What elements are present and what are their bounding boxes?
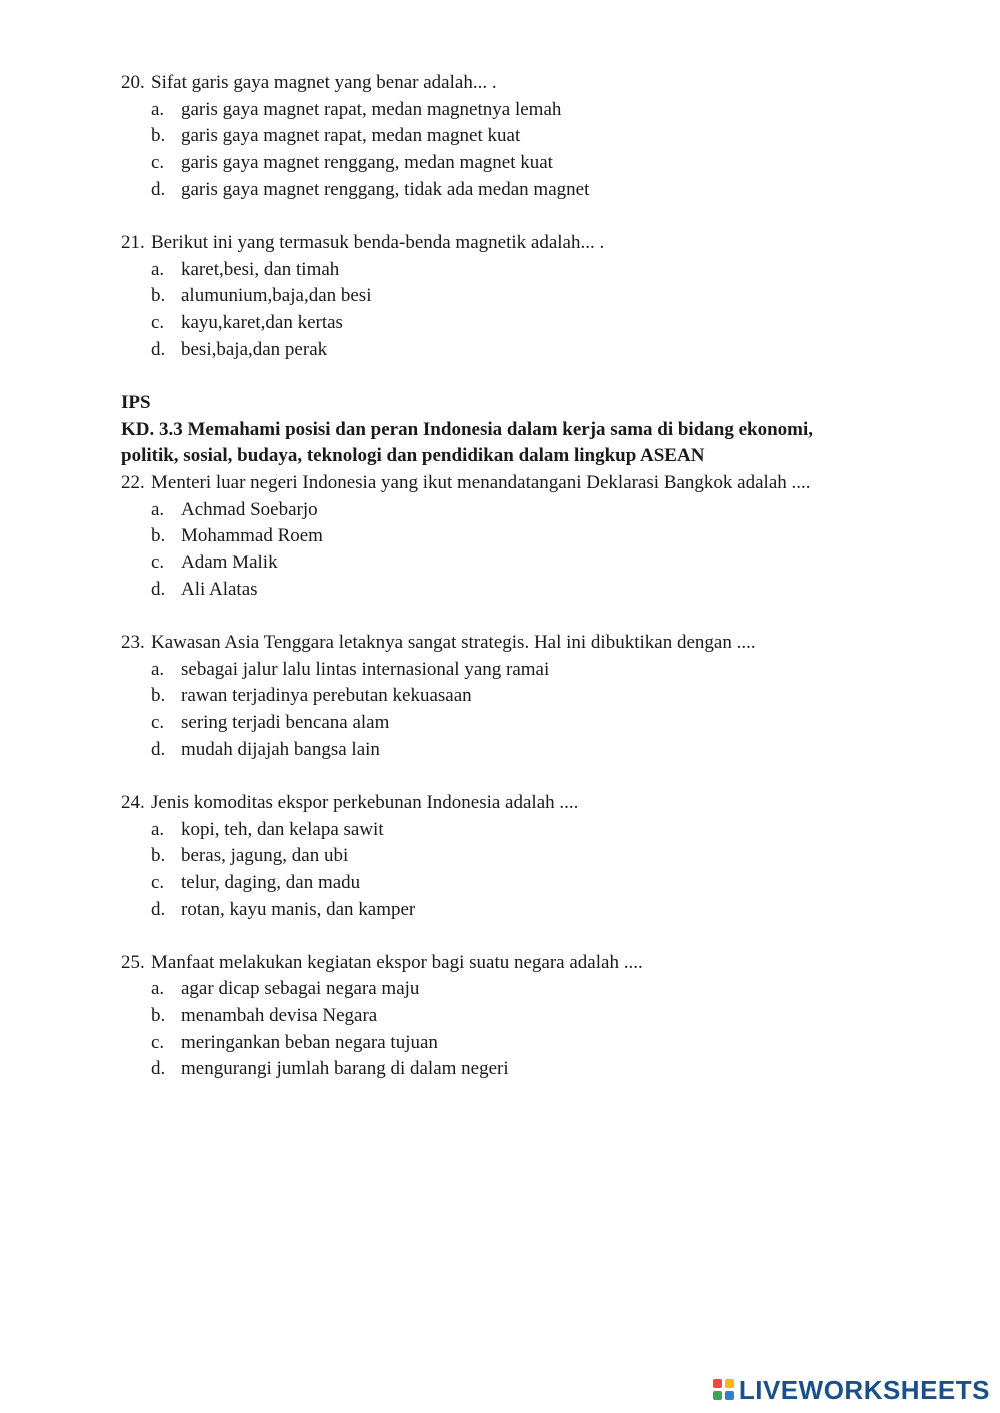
question-number: 21.	[121, 232, 145, 253]
option-letter: b.	[151, 1005, 166, 1026]
option-text: agar dicap sebagai negara maju	[181, 978, 420, 999]
option-letter: d.	[151, 579, 166, 600]
option-letter: d.	[151, 739, 166, 760]
option-text: alumunium,baja,dan besi	[181, 285, 372, 306]
option-letter: a.	[151, 499, 165, 520]
option-text: Mohammad Roem	[181, 525, 323, 546]
question-text: Jenis komoditas ekspor perkebunan Indonesia adalah ....	[151, 792, 579, 813]
option-letter: b.	[151, 125, 166, 146]
option-letter: a.	[151, 978, 165, 999]
option-letter: a.	[151, 659, 165, 680]
option-text: rotan, kayu manis, dan kamper	[181, 899, 416, 920]
option-letter: d.	[151, 339, 166, 360]
option-letter: c.	[151, 152, 165, 173]
liveworksheets-logo-icon	[713, 1379, 735, 1401]
option-text: mengurangi jumlah barang di dalam negeri	[181, 1058, 509, 1079]
option-letter: d.	[151, 179, 166, 200]
option-text: garis gaya magnet rapat, medan magnet kuat	[181, 125, 521, 146]
option-letter: d.	[151, 1058, 166, 1079]
option-text: besi,baja,dan perak	[181, 339, 328, 360]
option-letter: d.	[151, 899, 166, 920]
option-text: Adam Malik	[181, 552, 278, 573]
option-text: Achmad Soebarjo	[181, 499, 318, 520]
option-letter: c.	[151, 312, 165, 333]
option-text: mudah dijajah bangsa lain	[181, 739, 380, 760]
question-text: Manfaat melakukan kegiatan ekspor bagi suatu negara adalah ....	[151, 952, 643, 973]
option-letter: b.	[151, 525, 166, 546]
question-number: 25.	[121, 952, 145, 973]
option-text: garis gaya magnet renggang, medan magnet kuat	[181, 152, 553, 173]
option-text: Ali Alatas	[181, 579, 258, 600]
option-letter: c.	[151, 712, 165, 733]
question-number: 22.	[121, 472, 145, 493]
option-letter: c.	[151, 1032, 165, 1053]
question-text: Sifat garis gaya magnet yang benar adalah... .	[151, 72, 497, 93]
section-title: IPS	[121, 392, 151, 413]
option-text: garis gaya magnet rapat, medan magnetnya lemah	[181, 99, 562, 120]
option-text: meringankan beban negara tujuan	[181, 1032, 438, 1053]
question-text: Kawasan Asia Tenggara letaknya sangat strategis. Hal ini dibuktikan dengan ....	[151, 632, 756, 653]
option-text: rawan terjadinya perebutan kekuasaan	[181, 685, 472, 706]
option-text: kopi, teh, dan kelapa sawit	[181, 819, 384, 840]
logo-text: LIVEWORKSHEETS	[738, 1374, 990, 1405]
kd-line-1: KD. 3.3 Memahami posisi dan peran Indonesia dalam kerja sama di bidang ekonomi,	[121, 419, 814, 440]
option-text: kayu,karet,dan kertas	[181, 312, 343, 333]
question-text: Berikut ini yang termasuk benda-benda magnetik adalah... .	[151, 232, 605, 253]
option-letter: c.	[151, 872, 165, 893]
question-number: 24.	[121, 792, 145, 813]
question-number: 23.	[121, 632, 145, 653]
option-text: telur, daging, dan madu	[181, 872, 361, 893]
liveworksheets-logo	[713, 1373, 990, 1407]
option-letter: b.	[151, 285, 166, 306]
kd-line-2: politik, sosial, budaya, teknologi dan pendidikan dalam lingkup ASEAN	[121, 445, 705, 466]
option-text: beras, jagung, dan ubi	[181, 845, 349, 866]
question-number: 20.	[121, 72, 145, 93]
option-text: garis gaya magnet renggang, tidak ada medan magnet	[181, 179, 590, 200]
option-letter: c.	[151, 552, 165, 573]
option-text: sering terjadi bencana alam	[181, 712, 390, 733]
option-text: sebagai jalur lalu lintas internasional yang ramai	[181, 659, 550, 680]
option-letter: b.	[151, 845, 166, 866]
option-letter: b.	[151, 685, 166, 706]
option-text: karet,besi, dan timah	[181, 259, 340, 280]
option-letter: a.	[151, 99, 165, 120]
option-letter: a.	[151, 259, 165, 280]
option-letter: a.	[151, 819, 165, 840]
option-text: menambah devisa Negara	[181, 1005, 378, 1026]
question-text: Menteri luar negeri Indonesia yang ikut menandatangani Deklarasi Bangkok adalah ....	[151, 472, 811, 493]
